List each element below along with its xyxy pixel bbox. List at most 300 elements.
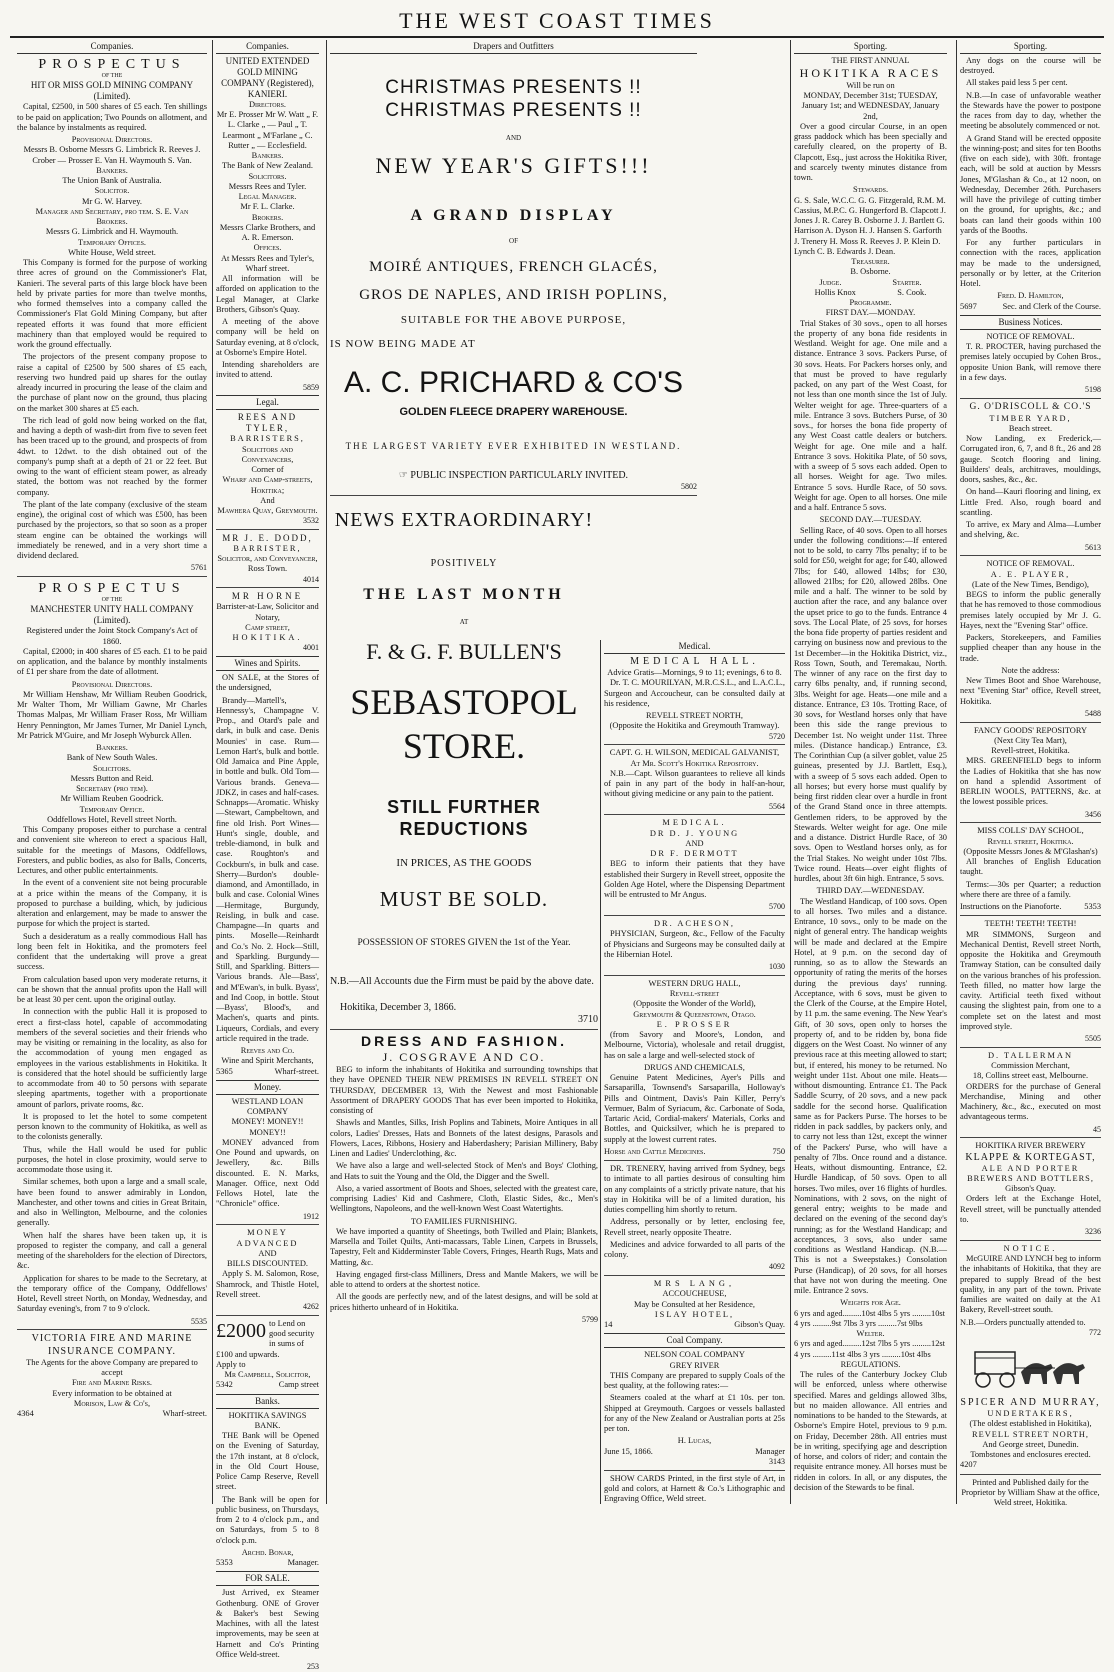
ad-body: Terms:—30s per Quarter; a reduction where there are three of a family. bbox=[960, 879, 1101, 899]
ad-number: 4001 bbox=[303, 643, 319, 653]
ad-title: NOTICE. bbox=[1003, 1243, 1058, 1253]
ad-sign: H. Lucas, bbox=[677, 1436, 712, 1446]
divider bbox=[960, 822, 1101, 823]
ad-title: D. TALLERMAN bbox=[987, 1050, 1074, 1060]
ad-number: 5365 bbox=[216, 1066, 233, 1076]
divider bbox=[604, 915, 785, 916]
ad-intro: ON SALE, at the Stores of the undersigned, bbox=[216, 673, 319, 693]
ad-weights: 6 yrs and aged.........10st 4lbs 5 yrs .........10st 4 yrs .........9st 7lbs 3 yrs .........7st 9lbs bbox=[794, 1308, 945, 1328]
ad-bankers-heading: Bankers. bbox=[96, 165, 128, 175]
ad-body: to Lend on good security in sums of £100 and upwards. bbox=[216, 1318, 315, 1359]
ad-title: MONEY ADVANCED bbox=[236, 1228, 299, 1248]
ad-stewards-heading: Stewards. bbox=[852, 185, 889, 195]
ad-address: And George street, Dunedin. bbox=[982, 1439, 1079, 1449]
section-header: Coal Company. bbox=[604, 1333, 785, 1348]
ad-manager: Mr F. L. Clarke. bbox=[240, 202, 295, 212]
ad-sub: At Mr. Scott's Hokitika Repository. bbox=[630, 758, 759, 768]
ad-number: 5613 bbox=[1085, 542, 1101, 552]
ad-number: 5198 bbox=[1085, 385, 1101, 395]
ad-line: IN PRICES, AS THE GOODS bbox=[396, 857, 532, 870]
ad-amount: £2000 bbox=[216, 1319, 266, 1342]
ad-brokers: Messrs Clarke Brothers, and A. R. Emerson. bbox=[219, 222, 316, 243]
ad-apply: Apply to bbox=[216, 1359, 246, 1369]
ad-weights-heading: Weights for Age. bbox=[840, 1298, 901, 1308]
ad-body: The projectors of the present company propose to raise a capital of £2500 by 500 shares of £5 each, reserving two hundred paid up shares for the outlay already incurred in procuring the lease of the claim and the purchase of plant now on the ground, thus placing on the market 300 shares at £5 each. bbox=[17, 352, 207, 413]
ad-date: June 15, 1866. bbox=[604, 1446, 653, 1456]
ad-number: 4364 bbox=[17, 1409, 34, 1418]
ad-directors: Messrs B. Osborne Messrs G. Limbrick R. Reeves J. Crober — Prosser E. Van H. Waymouth S. Van. bbox=[23, 145, 201, 165]
ad-secretary: Mr William Reuben Goodrick. bbox=[60, 794, 164, 804]
ad-line: THE LARGEST VARIETY EVER EXHIBITED IN WESTLAND. bbox=[345, 441, 682, 452]
ad-number: 5700 bbox=[769, 902, 785, 912]
ad-address: Wharf-street. bbox=[162, 1409, 207, 1418]
ad-body: N.B.—In case of unfavorable weather the Stewards have the power to postpone the races from day to day, whether the meeting be absolutely commenced or not. bbox=[960, 90, 1101, 131]
ad-dates: MONDAY, December 31st; TUESDAY, January 1st; and WEDNESDAY, January 2nd, bbox=[801, 91, 940, 121]
divider bbox=[604, 1470, 785, 1471]
ad-role: ACCOUCHEUSE, bbox=[662, 1289, 727, 1299]
ad-body: All stakes paid less 5 per cent. bbox=[966, 78, 1068, 88]
masthead-rule bbox=[10, 36, 1104, 38]
ad-address: Mawhera Quay, Greymouth. bbox=[217, 506, 318, 515]
hearse-engraving bbox=[960, 1342, 1101, 1393]
ad-offices: At Messrs Rees and Tyler's, Wharf street. bbox=[220, 253, 315, 273]
ad-body: May be Consulted at her Residence, bbox=[634, 1299, 755, 1309]
divider bbox=[330, 495, 697, 496]
ad-body: All the goods are perfectly new, and of the latest designs, and will be sold at prices hitherto unheard of in Hokitika. bbox=[330, 1292, 598, 1312]
ad-and: AND bbox=[505, 134, 522, 143]
ad-at: AT bbox=[459, 618, 469, 627]
ad-list: Brandy—Martell's, Hennessy's, Champagne V. Prop., and Otard's pale and dark, in bulk and case. Denis Mounies' in case. Rum—Lemon Hart's, bulk and bottle. Old Jamaica and Pine Apple, in bottle and bulk. Old Tom—Various brands. Geneva—JDKZ, in cases and half-cases. Schnapps—Aromatic. Whisky—Stewart, Campbeltown, and fine old Irish. Port Wines—Hunt's single, double, and treble-diamond, in bulk and case. Roughton's and Cockburn's, in bulk and case. Sherry—Burdon's double-diamond, and Amontillado, in bulk and case. Colonial Wines—Hermitage, Burgundy, Reisling, in bulk and case. Champagne—In quarts and pints. Moselle—Reinhardt and Co.'s No. 2. Hock—Still, and Sparkling. Burgundy—Still, and Sparkling. Bitters—Various brands. Ale—Bass', and M'Ewan's, in bulk. Byass', and Ind Coop, in bottle. Stout—Byass', Blood's, and Machen's, quarts and pints. Liqueurs, Cordials, and every article required in the trade. bbox=[216, 695, 319, 1043]
ad-directors-heading: Provisional Directors. bbox=[71, 135, 153, 145]
ad-sub: Horse and Cattle Medicines. bbox=[604, 1146, 706, 1156]
section-header: Companies. bbox=[17, 40, 207, 54]
ad-solicitors: Messrs Button and Reid. bbox=[70, 773, 154, 783]
ad-secretary-heading: Secretary (pro tem). bbox=[76, 784, 148, 794]
ad-body: Trial Stakes of 30 sovs., open to all horses the property of any bona fide residents in Westland. Weight for age. One mile and a distance. Entrance 3 sovs. Packers Purse, of 30 sovs. Heats. For Packers horses only, and that must be proved to have regularly packed, on any part of the West Coast, for not less than one month since the 1st of July. Welter weight for age. Three-quarters of a mile. Entrance 3 sovs. Butchers Purse, of 30 sovs., for horses the bona fide property of any West Coast cattle dealers or butchers. Weight for age. One mile and a half. Entrance 3 sovs. Hokitika Plate, of 50 sovs, with a sweep of 5 sovs each added. Open to all horses. Weight for age. Two miles. Entrance 5 sovs. Hurdle Race, of 50 sovs. Weight for age. Open to all horses. One mile and a half. Entrance 5 sovs. bbox=[794, 318, 947, 513]
ad-number: 5488 bbox=[1085, 708, 1101, 718]
divider bbox=[604, 814, 785, 815]
column-sporting-1 bbox=[790, 40, 950, 1504]
ad-role: Barrister-at-Law, Solicitor and Notary, bbox=[216, 602, 319, 622]
ad-headline: CHRISTMAS PRESENTS !! CHRISTMAS PRESENTS !! bbox=[385, 76, 642, 122]
ad-treasurer: B. Osborne. bbox=[850, 267, 891, 277]
ad-body: Also, a varied assortment of Boots and Shoes, selected with the greatest care, comprising Ladies' Kid and Cashmere, Cloth, Elastic Sides, &c., Men's Wellingtons, Napoleons, and the well-known West Coast Watertights. bbox=[330, 1183, 598, 1214]
ad-welter: 6 yrs and aged.........12st 7lbs 5 yrs .........12st 4 yrs .........11st 4lbs 3 yrs .........10st 4lbs bbox=[794, 1339, 945, 1359]
ad-title: SPICER AND MURRAY, bbox=[960, 1396, 1101, 1408]
ad-address: Corner of bbox=[251, 465, 284, 474]
ad-number: 4262 bbox=[303, 1302, 319, 1312]
ad-line: ☞ PUBLIC INSPECTION PARTICULARLY INVITED. bbox=[398, 470, 629, 482]
ad-role: Commission Merchant, bbox=[991, 1061, 1070, 1071]
ad-agent: Morison, Law & Co's, bbox=[73, 1398, 151, 1408]
ad-body: N.B.—Capt. Wilson guarantees to relieve all kinds of pain in any part of the body in half-an-hour, without giving medicine or any pain to the patient. bbox=[604, 768, 785, 799]
ad-title: REES AND TYLER, bbox=[237, 412, 298, 434]
ad-prichard bbox=[330, 76, 697, 492]
ad-bankers: The Union Bank of Australia. bbox=[62, 176, 162, 186]
ad-number: 3710 bbox=[578, 1014, 598, 1026]
ad-directors: Mr William Henshaw, Mr William Reuben Goodrick, Mr Walter Thom, Mr William Gawne, Mr Charles Thomas Malpas, Mr William Fraser Ross, Mr William Henry Pennington, Mr James Turner, Mr Daniel Lynch, Mr Patrick M'Guire, and Mr Joseph Wyburck Allen. bbox=[17, 689, 207, 740]
ad-body: When half the shares have been taken up, it is proposed to register the company, and call a general meeting of the shareholders for the election of Directors, &c. bbox=[17, 1230, 207, 1271]
ad-address: REVELL STREET NORTH, bbox=[646, 711, 743, 721]
ad-info: Every information to be obtained at bbox=[52, 1388, 172, 1398]
ad-body: On hand—Kauri flooring and lining, ex Little Fred. Also, rough board and scantling. bbox=[960, 487, 1101, 517]
divider bbox=[216, 587, 319, 588]
ad-body: DR. TRENERY, having arrived from Sydney, begs to intimate to all parties desirous of consulting him on any complaints of a strictly private nature, that his stay in Hokitika will be of a limited duration, his duties compelling him shortly to return. bbox=[604, 1164, 785, 1215]
ad-address: 18, Collins street east, Melbourne. bbox=[972, 1071, 1089, 1081]
ad-line: SUITABLE FOR THE ABOVE PURPOSE, bbox=[400, 314, 627, 327]
ad-and: AND bbox=[258, 1248, 277, 1258]
ad-body: A meeting of the above company will be held on Saturday evening, at 8 o'clock, at Osborne's Empire Hotel. bbox=[216, 317, 319, 357]
divider bbox=[216, 1224, 319, 1225]
ad-body: All information will be afforded on application to the Legal Manager, at Clarke Brothers, Gibson's Quay. bbox=[216, 274, 319, 314]
ad-starter: S. Cook. bbox=[897, 287, 927, 297]
ad-body: MONEY advanced from One Pound and upwards, on Jewellery, &c. Bills discounted. E. N. Marks, Manager. Office, next Odd Fellows Hotel, late the "Chronicle" office. bbox=[216, 1137, 319, 1209]
ad-firm: A. C. PRICHARD & CO'S bbox=[343, 366, 684, 400]
ad-body: It is proposed to let the hotel to some competent person known to the community of Hokitika, as well as to the colonists generally. bbox=[17, 1111, 207, 1142]
ad-number: 5720 bbox=[769, 731, 785, 741]
ad-towns: Greymouth & Queenstown, Otago. bbox=[633, 1009, 756, 1019]
ad-body: MR SIMMONS, Surgeon and Mechanical Dentist, Revell street North, opposite the Hokitika and Greymouth Tramway Station, can be consulted daily on the various branches of his profession. Teeth filled, no matter how large the cavity. Artificial teeth fixed without causing the slightest pain, from one to a complete set on the latest and most improved style. bbox=[960, 929, 1101, 1031]
ad-title: PROSPECTUS bbox=[38, 56, 186, 72]
ad-title: NOTICE OF REMOVAL. bbox=[986, 559, 1075, 569]
ad-body: Intending shareholders are invited to attend. bbox=[216, 360, 319, 380]
ad-body: Orders left at the Exchange Hotel, Revell street, will be punctually attended to. bbox=[960, 1194, 1101, 1224]
divider bbox=[960, 915, 1101, 916]
ad-title: MRS LANG, bbox=[653, 1279, 736, 1289]
ad-directors-heading: Directors. bbox=[248, 99, 287, 109]
ad-address: Revell street, Hokitika. bbox=[987, 836, 1074, 846]
ad-headline: NEWS EXTRAORDINARY! bbox=[334, 509, 594, 532]
ad-number: 14 bbox=[604, 1320, 613, 1330]
divider bbox=[216, 529, 319, 530]
ad-body: Note the address: bbox=[1001, 665, 1060, 675]
ad-company: MANCHESTER UNITY HALL COMPANY (Limited). bbox=[30, 604, 194, 626]
ad-body: BEGS to inform the public generally that he has removed to those commodious premises lately occupied by Mr J. G. Hayes, next the "Evening Star" office. bbox=[960, 590, 1101, 630]
ad-number: 5353 bbox=[216, 1558, 233, 1568]
ad-number: 5761 bbox=[191, 563, 207, 573]
ad-body: Genuine Patent Medicines, Ayer's Pills and Sarsaparilla, Townsend's Sarsaparilla, Holloway's Pills and Ointment, Davis's Pain Killer, Perry's Vermuer, Balm of Syriacum, &c. Carbonate of Soda, Tartaric Acid, Cordial-makers' Materials, Corks and Bottles, and Quicksilver, which he is prepared to supply at the lowest current rates. bbox=[604, 1073, 785, 1144]
section-header: Medical. bbox=[604, 640, 785, 654]
ad-role: Solicitors and Conveyancers, bbox=[241, 444, 294, 464]
ad-number: 5859 bbox=[303, 382, 319, 392]
ad-body: (from Savory and Moore's, London, and Melbourne, Victoria), wholesale and retail druggist, has on sale a large and well-selected stock of bbox=[604, 1030, 785, 1060]
ad-body: We have also a large and well-selected Stock of Men's and Boys' Clothing, and Hats to suit the Young and the Old, the Digger and the Swell. bbox=[330, 1161, 598, 1181]
ad-role: Manager bbox=[755, 1446, 785, 1456]
ad-title: WESTLAND LOAN COMPANY bbox=[231, 1096, 304, 1117]
ad-number: 4092 bbox=[769, 1262, 785, 1272]
ad-address: Camp street, bbox=[245, 622, 290, 632]
ad-number: 253 bbox=[307, 1662, 319, 1672]
divider bbox=[960, 1137, 1101, 1138]
ad-town: HOKITIKA. bbox=[232, 633, 303, 643]
ad-united-extended bbox=[216, 56, 319, 274]
divider bbox=[960, 555, 1101, 556]
ad-role: Solicitor, and Conveyancer, bbox=[217, 554, 318, 564]
ad-role: UNDERTAKERS, bbox=[987, 1409, 1074, 1419]
ad-body: Thus, while the Hall would be used for public purposes, the hotel in close proximity, would serve to accommodate those using it. bbox=[17, 1144, 207, 1175]
ad-bankers: Bank of New South Wales. bbox=[66, 753, 158, 763]
ad-starter-heading: Starter. bbox=[892, 277, 922, 287]
column-companies-2 bbox=[212, 40, 322, 1672]
ad-body: The Bank will be open for public business, on Thursdays, from 2 to 4 o'clock p.m., and on Saturdays, from 5 to 8 o'clock p.m. bbox=[216, 1494, 319, 1545]
ad-name: E. PROSSER bbox=[656, 1019, 733, 1029]
ad-number: 5505 bbox=[1085, 1034, 1101, 1044]
ad-victoria-insurance bbox=[17, 1333, 207, 1419]
ad-day: FIRST DAY.—MONDAY. bbox=[825, 308, 916, 318]
ad-sub: (Late of the New Times, Bendigo), bbox=[972, 579, 1089, 589]
ad-number: 5802 bbox=[681, 482, 697, 492]
ad-company: HIT OR MISS GOLD MINING COMPANY (Limited). bbox=[30, 80, 194, 102]
ad-number: 3143 bbox=[769, 1456, 785, 1466]
ad-line: N.B.—All Accounts due the Firm must be paid by the above date. bbox=[330, 975, 594, 987]
ad-body: The plant of the late company (exclusive of the steam engine), the original cost of which was £500, has been purchased by the projectors, so that so soon as a proper steam engine can be obtained the workings will immediately be renewed, and in a very short time a dividend declared. bbox=[17, 499, 207, 561]
ad-offices-heading: Offices. bbox=[253, 243, 282, 253]
ad-brokers-heading: Brokers. bbox=[251, 212, 284, 222]
ad-body: To arrive, ex Mary and Alma—Lumber and shelving, &c. bbox=[960, 520, 1101, 540]
ad-role: ALE AND PORTER bbox=[981, 1163, 1080, 1173]
ad-manchester-unity bbox=[17, 580, 207, 825]
column-sporting-2 bbox=[956, 40, 1104, 1508]
ad-address: Gibson's Quay. bbox=[734, 1320, 785, 1330]
ad-bankers-heading: Bankers. bbox=[251, 151, 284, 161]
ad-body: BEG to inform the inhabitants of Hokitika and surrounding townships that they have OPENED THEIR NEW PREMISES IN REVELL STREET ON THURSDAY, DECEMBER 13, With the Newest and most Fashionable Assortment of DRAPERY GOODS That has ever been imported to Hokitika, consisting of bbox=[330, 1065, 598, 1116]
ad-number: 3236 bbox=[1085, 1227, 1101, 1237]
ad-title: FANCY GOODS' REPOSITORY bbox=[973, 725, 1088, 735]
divider bbox=[216, 1315, 319, 1316]
ad-number: 4207 bbox=[960, 1460, 977, 1470]
imprint: Printed and Published daily for the Proprietor by William Shaw at the office, Weld street, Hokitika. bbox=[961, 1477, 1100, 1508]
divider bbox=[17, 1329, 207, 1330]
ad-headline: MUST BE SOLD. bbox=[379, 886, 549, 911]
ad-title: PROSPECTUS bbox=[38, 581, 186, 597]
ad-line: Will be run on bbox=[846, 80, 895, 90]
ad-number: 4014 bbox=[303, 574, 319, 584]
ad-address: Wharf and Camp-streets, Hokitika; bbox=[222, 475, 313, 495]
ad-brokers-heading: Brokers. bbox=[96, 217, 128, 227]
ad-store: GOLDEN FLEECE DRAPERY WAREHOUSE. bbox=[399, 405, 628, 418]
ad-body: THIS Company are prepared to supply Coals of the best quality, at the following rates:— bbox=[604, 1370, 785, 1391]
ad-hit-or-miss bbox=[17, 56, 207, 258]
ad-of: OF THE bbox=[101, 597, 123, 604]
section-header: Drapers and Outfitters bbox=[330, 40, 697, 54]
ad-body: We have imported a quantity of Sheetings, both Twilled and Plain; Blankets, Marsella and Toilet Quilts, Anti-macassars, Table Linen, Carpets in Brussels, Tapestry, Felt and Kidderminster Table Covers, Fringes, Hearth Rugs, Mats and Matting, &c. bbox=[330, 1226, 598, 1267]
ad-address: Gibson's Quay. bbox=[1005, 1184, 1056, 1194]
ad-address: Beach street. bbox=[1008, 423, 1053, 433]
ad-title: TEETH! TEETH! TEETH! bbox=[984, 919, 1077, 929]
ad-body: Dr. T. C. MOURILYAN, M.R.C.S.L., and L.A.C.L., Surgeon and Accoucheur, can be consulted daily at his residence, bbox=[604, 678, 785, 708]
ad-regulations-heading: REGULATIONS. bbox=[840, 1359, 901, 1369]
ad-firm: J. COSGRAVE AND CO. bbox=[382, 1050, 546, 1065]
ad-title: G. O'DRISCOLL & CO.'S bbox=[969, 401, 1092, 412]
ad-sign: Archd. Bonar, bbox=[241, 1547, 294, 1557]
ad-firm: Reeves and Co. bbox=[240, 1046, 295, 1056]
ad-brokers: Messrs G. Limbrick and H. Waymouth. bbox=[45, 227, 179, 237]
ad-headline: THE LAST MONTH bbox=[363, 585, 565, 603]
ad-treasurer-heading: Treasurer. bbox=[851, 257, 890, 267]
ad-hotel: ISLAY HOTEL, bbox=[654, 1309, 735, 1319]
ad-number: 3456 bbox=[1085, 809, 1101, 819]
divider bbox=[960, 398, 1101, 399]
section-header: Companies. bbox=[216, 40, 319, 54]
ad-title: MEDICAL HALL. bbox=[630, 655, 759, 667]
ad-offices-heading: Temporary Offices. bbox=[77, 237, 147, 247]
ad-body: McGUIRE AND LYNCH beg to inform the inhabitants of Hokitika, that they are prepared to supply Bread of the best quality, in any part of the town. Private families are waited on daily at the A1 Bakery, Revell-street south. bbox=[960, 1254, 1101, 1315]
ad-number: 5697 bbox=[960, 301, 977, 311]
ad-title: MEDICAL. bbox=[662, 818, 727, 828]
ad-title: MR HORNE bbox=[231, 591, 304, 602]
ad-day: THIRD DAY.—WEDNESDAY. bbox=[816, 886, 925, 896]
masthead: THE WEST COAST TIMES bbox=[399, 8, 715, 33]
ad-judge: Hollis Knox bbox=[814, 287, 856, 297]
ad-number: 5353 bbox=[1084, 902, 1101, 912]
divider bbox=[17, 576, 207, 577]
ad-body: Similar schemes, both upon a large and a small scale, have been found to answer admirably in London, Manchester, and other towns and cities in Great Britain, and also in Wellington, Melbourne, and the colonies generally. bbox=[17, 1177, 207, 1228]
ad-cosgrave bbox=[330, 1033, 598, 1324]
ad-store: SEBASTOPOL STORE. bbox=[350, 682, 578, 767]
section-header: Sporting. bbox=[794, 40, 947, 54]
ad-body: The Westland Handicap, of 100 sovs. Open to all horses. Two miles and a distance. Entrance, 10 sovs., only to be made on the night of general entry. The handicap weights will be made and declared at the Empire Hotel, at 9 p.m. on the second day of running, so as to allow the Stewards an opportunity of rating the merits of the horses during the previous days' running. Acceptance, with 6 sovs, must be given to the Clerk of the Course, at the Empire Hotel, by 11 p.m. the same evening. The New Year's Gift, of 30 sovs, open only to horses the property of, and to be ridden by, bona fide diggers on the West Coast. No winner of any previous race at this meeting allowed to start; but, if entered, his money to be returned. No weight under 11st. About one mile. Heats—without dismounting. Entrance £1. The Pack Saddle Scurry, of 20 sovs, and a new pack saddle for the second horse. Qualification same as for Packers Purse. The horses to be ridden in pack saddles, by packers only, and to carry not less than 12st, except the winner of the Packers' Purse, who will have a penalty of 7lbs. Once round and a distance. Heats, without dismounting. Entrance, £2. Hurdle Handicap, of 50 sovs. Open to all horses. Two miles, over 16 flights of hurdles. Nominations, with 2 sovs, on the night of general entry; weights to be made and declared on the evening of the second day's running; as for the Westland Handicap; and acceptances, 3 sovs, also under same conditions as Westland Handicap. (N.B.—This is not a Sweepstakes.) Consolation Purse (Handicap), of 20 sovs, for all horses that have not won during the meeting. One mile. Entrance 2 sovs. bbox=[794, 896, 947, 1296]
divider bbox=[604, 1160, 785, 1161]
ad-title: MR J. E. DODD, bbox=[222, 533, 313, 543]
ad-capital: Capital, £2500, in 500 shares of £5 each. Ten shillings to be paid on application; Two Pounds on allotment, and the balance by instalments as required. bbox=[17, 102, 207, 132]
ad-address: Camp street bbox=[278, 1380, 319, 1390]
ad-day: SECOND DAY.—TUESDAY. bbox=[819, 515, 922, 525]
ad-body: BEG to inform their patients that they have established their Surgery in Revell street, opposite the Golden Age Hotel, where the Dispensing Department will be entrusted to Mr Angus. bbox=[604, 859, 785, 900]
ad-office-heading: Temporary Office. bbox=[79, 804, 145, 814]
ad-body: This Company is formed for the purpose of working three acres of ground on the Commissioner's Flat, Kanieri. The several parts of this large block have been held by private parties for more than twelve months, who formed themselves into a company called the Commissioner's Flat Gold Mining Company, but after repeated efforts it was found that more efficient machinery than that employed would be required to work the ground effectually. bbox=[17, 258, 207, 350]
ad-title: UNITED EXTENDED GOLD MINING COMPANY (Registered), KANIERI. bbox=[221, 55, 314, 99]
ad-sub: (The oldest established in Hokitika), bbox=[969, 1419, 1092, 1429]
ad-body: Apply S. M. Salomon, Rose, Shamrock, and Thistle Hotel, Revell street. bbox=[216, 1269, 319, 1299]
ad-body: The Agents for the above Company are prepared to accept bbox=[26, 1357, 198, 1377]
ad-headline: NEW YEAR'S GIFTS!!! bbox=[375, 152, 652, 178]
ad-number: 5535 bbox=[191, 1316, 207, 1326]
ad-body: PHYSICIAN, Surgeon, &c., Fellow of the Faculty of Physicians and Surgeons may be consulted daily at the Hibernian Hotel. bbox=[604, 929, 785, 959]
ad-date: Hokitika, December 3, 1866. bbox=[340, 1001, 457, 1013]
ad-number: 1912 bbox=[303, 1211, 319, 1221]
ad-role: Manager. bbox=[287, 1558, 319, 1568]
section-header: Banks. bbox=[216, 1394, 319, 1409]
ad-body: Tombstones and enclosures erected. bbox=[970, 1450, 1091, 1460]
section-header: Sporting. bbox=[960, 40, 1101, 54]
ad-number: 772 bbox=[1089, 1327, 1101, 1337]
ad-title: HOKITIKA RIVER BREWERY bbox=[975, 1141, 1086, 1151]
ad-number: 5799 bbox=[582, 1314, 598, 1324]
divider bbox=[960, 722, 1101, 723]
ad-role: Sec. and Clerk of the Course. bbox=[1002, 301, 1101, 311]
ad-bankers-heading: Bankers. bbox=[96, 743, 128, 753]
ad-body: Address, personally or by letter, enclosing fee, Revell street, nearly opposite Theatre. bbox=[604, 1217, 785, 1237]
ad-name: KLAPPE & KORTEGAST, bbox=[965, 1151, 1096, 1163]
ad-role: Wine and Spirit Merchants, bbox=[221, 1056, 314, 1066]
ad-headline: DRESS AND FASHION. bbox=[361, 1033, 567, 1050]
section-header: Legal. bbox=[216, 395, 319, 410]
ad-body: Packers, Storekeepers, and Families supplied cheaper than any house in the trade. bbox=[960, 633, 1101, 663]
divider bbox=[604, 744, 785, 745]
ad-body: Application for shares to be made to the Secretary, at the temporary office of the Company, Oddfellows' Hotel, Revell street North, on Monday, Wednesday, and Saturday evening's, from 7 to 9 o'clock. bbox=[17, 1273, 207, 1314]
ad-role: BARRISTER, bbox=[233, 543, 302, 553]
ad-body: In connection with the public Hall it is proposed to erect a first-class hotel, capable of accommodating members of the several societies and their friends who may be visiting or remaining in the locality, as also for the accommodation of young men engaged as employees in the various establishments in Hokitika. It is considered that the hotel should be sufficiently large to accommodate from 40 to 50 persons with separate sleeping apartments, together with a proportionate amount of parlors, private rooms, &c. bbox=[17, 1007, 207, 1109]
section-header: Wines and Spirits. bbox=[216, 656, 319, 671]
ad-body: T. R. PROCTER, having purchased the premises lately occupied by Cohen Bros., opposite Union Bank, will remove there in a few days. bbox=[960, 342, 1101, 382]
ad-firm: F. & G. F. BULLEN'S bbox=[366, 638, 562, 664]
ad-solicitor-heading: Solicitor. bbox=[94, 186, 130, 196]
divider bbox=[604, 1275, 785, 1276]
ad-body: For any further particulars in connection with the races, application may be made to the undersigned, personally or by letter, at the Criterion Hotel. bbox=[960, 238, 1101, 289]
ad-body: From calculation based upon very moderate returns, it can be shown that the annual profits upon the Hall will be at least 30 per cent. upon the original outlay. bbox=[17, 974, 207, 1005]
ad-horne bbox=[216, 591, 319, 653]
column-medical bbox=[600, 640, 788, 1504]
ad-body: Medicines and advice forwarded to all parts of the colony. bbox=[604, 1239, 785, 1260]
section-header: Business Notices. bbox=[960, 315, 1101, 330]
ad-body: Shawls and Mantles, Silks, Irish Poplins and Tabinets, Moire Antiques in all colors, Ladies' Dresses, Hats and Bonnets of the latest designs, Parasols and Flowers, Laces, Ribbons, Hosiery and Haberdashery; Parisian Millinery, Baby Linen and Ladies' Underclothing, &c. bbox=[330, 1118, 598, 1159]
ad-number: 1030 bbox=[769, 962, 785, 972]
divider bbox=[960, 1047, 1101, 1048]
ad-body: MRS. GREENFIELD begs to inform the Ladies of Hokitika that she has now on hand a splendid Assortment of BERLIN WOOLS, PATTERNS, &c. at the lowest possible prices. bbox=[960, 756, 1101, 807]
ad-body: Having engaged first-class Milliners, Dress and Mantle Makers, we will be able to attend to orders at the shortest notice. bbox=[330, 1269, 598, 1290]
ad-address: (Opposite the Wonder of the World), bbox=[633, 999, 756, 1009]
ad-body: Now Landing, ex Frederick,—Corrugated iron, 6, 7, and 8 ft., 26 and 28 gauge. Scotch flooring and lining. Builders' deals, architraves, mouldings, doors, sashes, &c., &c. bbox=[960, 434, 1101, 485]
ad-number: 5564 bbox=[769, 801, 785, 811]
divider bbox=[604, 975, 785, 976]
divider bbox=[960, 1240, 1101, 1241]
ad-address: Revell-street, Hokitika. bbox=[991, 746, 1070, 756]
ad-stewards: G. S. Sale, W.C.C. G. G. Fitzgerald, R.M. M. Cassius, M.P.C. G. Hungerford B. Clapcott J. Jones J. R. Carey B. Osborne J. J. Bartlett G. Harrison A. Dyson H. J. Hansen S. Garforth J. Trenery H. Moss R. Reeves J. P. Klein D. Lynch C. B. Edwards J. Dean. bbox=[794, 195, 946, 256]
ad-bankers: The Bank of New Zealand. bbox=[222, 161, 313, 171]
hearse-icon bbox=[971, 1342, 1091, 1390]
ad-directors-heading: Provisional Directors. bbox=[71, 679, 153, 689]
ad-body: This Company proposes either to purchase a central and convenient site whereon to erect a spacious Hall, suitable for the meetings of Masons, Oddfellows, Foresters, and public bodies, as also for Balls, Concerts, Lectures, and other public entertainments. bbox=[17, 825, 207, 876]
ad-cry: MONEY! MONEY!! MONEY!! bbox=[231, 1117, 304, 1137]
ad-body: Selling Race, of 40 sovs. Open to all horses under the following conditions:—If entered not to be sold, to carry 7lbs penalty; if to be sold for £50, weight for age; for £40, allowed 7lbs; for £40, allowed 14lbs; for £30, allowed 21lbs; for £20, allowed 28lbs. One mile and a half. The winner to be sold by auction after the race, and any balance over the upset price to go to the funds. Entrance 4 sovs. The Local Plate, of 25 sovs, for horses the bona fide property of parties resident and carrying on business now and previous to the 1st December—in the Hokitika District, viz., Ross Town, South, and Teremakau, North. The winner of any race on the first day to carry 6lbs penalty, and, if running second, 3lbs. Weight for age. Heats—one mile and a distance. Entrance, £3 10s. Trotting Race, of 30 sovs, for Westland horses only that have been this side the range previous to December 1st. No weight under 11st. Three miles. (Distance handicap.) Entrance, £3. The Corinthian Cup (a silver goblet, value 25 guineas, presented by J.J. Bartlett, Esq.), with a sweep of 5 sovs each added. Open to all horses; but every horse must qualify by being first ridden clear over a hurdle in front of the Grand Stand once in three attempts. Gentlemen riders, to be approved by the Stewards. Welter weight for age. One mile and a distance. District Hurdle Race, of 30 sovs. Open to Westland horses only, as for the Trial Stakes. No weight under 10st 7lbs. Twice round. Heats—over eight flights of hurdles, about 3ft 6in high. Entrance, 5 sovs. bbox=[794, 525, 947, 884]
ad-title: BILLS DISCOUNTED. bbox=[227, 1259, 308, 1269]
ad-judge-heading: Judge. bbox=[819, 277, 842, 287]
ad-and: AND bbox=[685, 838, 704, 848]
ad-address: Ross Town. bbox=[247, 564, 288, 574]
ad-welter-heading: Welter. bbox=[856, 1329, 885, 1339]
ad-programme-heading: Programme. bbox=[849, 298, 892, 308]
ad-line: MOIRÉ ANTIQUES, FRENCH GLACÉS, bbox=[369, 258, 658, 275]
ad-line: IS NOW BEING MADE AT bbox=[330, 337, 476, 350]
ad-body: The rich lead of gold now being worked on the flat, and having a depth of wash-dirt from five to seven feet has been traced up to the ground, and prospects of from 4dwt. to 12dwt. to the dish obtained out of the company's pump shaft at a depth of 21 or 22 feet. But owing to the want of efficient steam power, as already stated, the bottom was not reached by the former company. bbox=[17, 415, 207, 497]
ad-number: 750 bbox=[772, 1146, 785, 1156]
divider bbox=[330, 1029, 598, 1030]
ad-address: REVELL STREET NORTH, bbox=[972, 1429, 1089, 1439]
divider bbox=[960, 1474, 1101, 1475]
ad-capital: Capital, £2000; in 400 shares of £5 each. £1 to be paid on application, and the balance by monthly instalments of £1 per share from the date of allotment. bbox=[17, 646, 207, 677]
ad-body: Steamers coaled at the wharf at £1 10s. per ton. Shipped at Greymouth. Cargoes or vessels ballasted for any of the New Zealand or Australian ports at 25s per ton. bbox=[604, 1393, 785, 1434]
ad-agent: Mr Campbell, Solicitor, bbox=[224, 1370, 311, 1380]
ad-risks: Fire and Marine Risks. bbox=[71, 1378, 153, 1388]
ad-of: OF bbox=[509, 237, 518, 246]
ad-title: MISS COLLS' DAY SCHOOL, bbox=[977, 826, 1084, 836]
ad-line: POSITIVELY bbox=[430, 558, 498, 570]
ad-title: NOTICE OF REMOVAL. bbox=[986, 331, 1075, 341]
ad-headline: STILL FURTHER REDUCTIONS bbox=[387, 797, 541, 840]
ad-bullen bbox=[330, 508, 598, 1026]
ad-sub: (Opposite Messrs Jones & M'Glashan's) bbox=[963, 846, 1098, 856]
ad-sub: GREY RIVER bbox=[669, 1360, 720, 1370]
ad-title: CAPT. G. H. WILSON, MEDICAL GALVANIST, bbox=[609, 748, 780, 758]
ad-advice: Advice Gratis—Mornings, 9 to 11; evenings, 6 to 8. bbox=[607, 668, 782, 678]
ad-body: New Times Boot and Shoe Warehouse, next "Evening Star" office, Revell street, Hokitika. bbox=[960, 676, 1101, 706]
ad-title: DR. ACHESON, bbox=[653, 919, 735, 929]
ad-name: A. E. PLAYER, bbox=[990, 569, 1071, 579]
ad-of: OF THE bbox=[101, 73, 123, 80]
ad-manager: Manager and Secretary, pro tem. S. E. Van bbox=[35, 206, 189, 216]
ad-title: HOKITIKA SAVINGS BANK. bbox=[228, 1410, 307, 1430]
ad-role: BARRISTERS, bbox=[230, 434, 305, 444]
